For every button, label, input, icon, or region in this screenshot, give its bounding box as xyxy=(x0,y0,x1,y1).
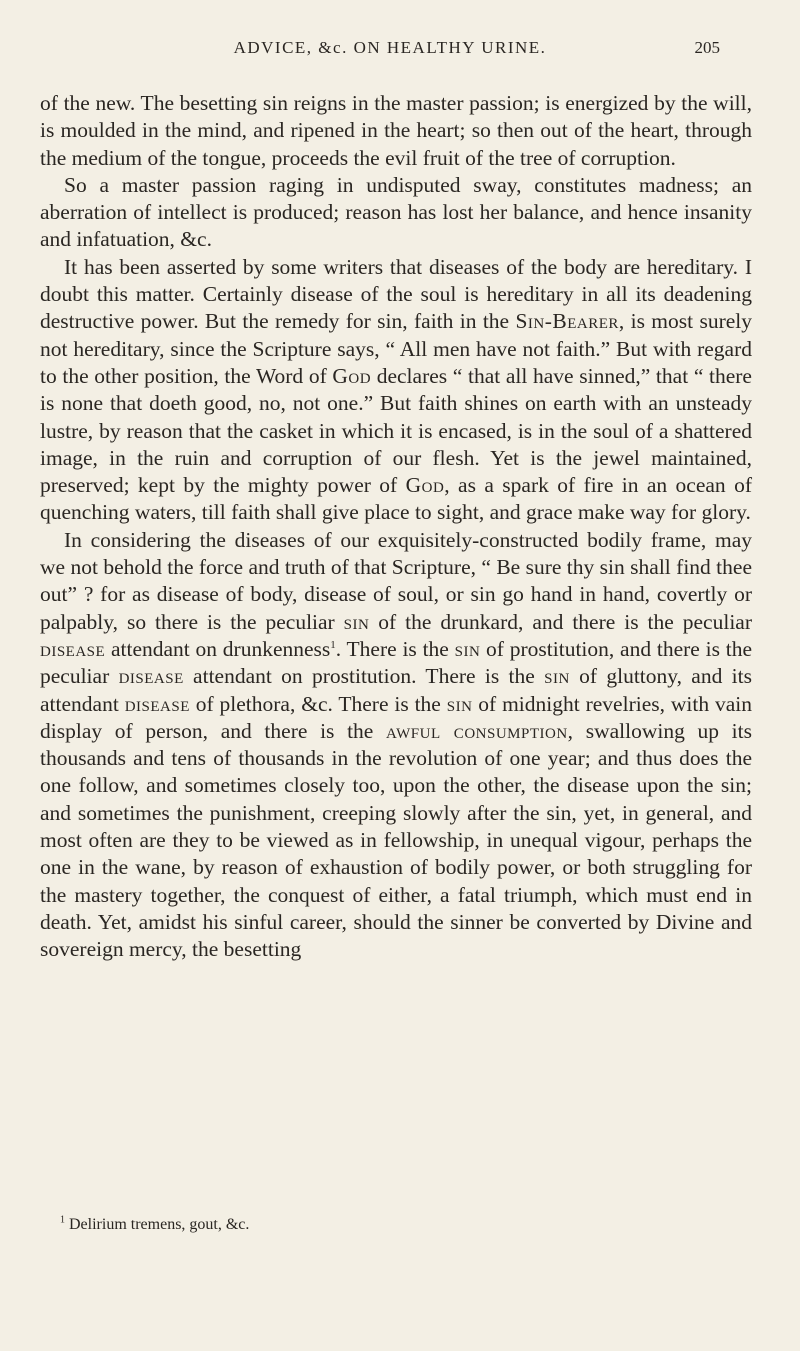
text-run: of the drunkard, and there is the peculiar xyxy=(369,609,753,634)
small-caps-awful-consumption: awful consumption xyxy=(386,718,568,743)
small-caps-sin: sin xyxy=(544,664,570,689)
small-caps-sin: sin xyxy=(454,636,481,661)
small-caps-god: God xyxy=(405,473,445,498)
paragraph-3 xyxy=(40,254,752,527)
footnote-marker: 1 xyxy=(60,1214,65,1226)
text-run: In considering the diseases of our exquisitely-constructed bodily frame, may we not behold the force and truth of that Scripture, “ Be sure thy sin shall find thee out” ? for as disease of body, disease of soul, or sin go hand in hand, covertly or palpably, so there is the peculiar xyxy=(40,527,752,634)
text-run: It has been asserted by some writers that diseases of the body are hereditary. I doubt this matter. Certainly disease of the soul is hereditary in all its deadening destructive power. But the remedy for sin, faith in the xyxy=(40,254,752,334)
small-caps-sin: sin xyxy=(343,609,370,634)
text-run: of plethora, &c. There is the xyxy=(189,691,447,716)
small-caps-sin: sin xyxy=(446,691,473,716)
small-caps-god: God xyxy=(332,363,372,388)
text-run: declares “ that all have sinned,” that “ there is none that doeth good, no, not one.” But faith shines on earth with an unsteady lustre, by reason that the casket in which it is encased, is in the soul of a shattered image, in the ruin and corruption of our flesh. Yet is the jewel maintained, preserved; kept by the mighty power of xyxy=(40,363,752,498)
text-run: , as a spark of fire in an ocean of quenching waters, till faith shall give place to sight, and grace make way for glory. xyxy=(40,473,752,525)
footnote xyxy=(60,1216,720,1234)
text-run: , swallowing up its thousands and tens of thousands in the revolution of one year; and thus does the one follow, and sometimes closely too, upon the other, the disease upon the sin; and sometimes the punishment, creeping slowly after the sin, yet, in general, and most often are they to be viewed as in fellowship, in unequal vigour, perhaps the one in the wane, by reason of exhaustion of bodily power, or both struggling for the mastery together, the conquest of either, a fatal triumph, which must end in death. Yet, amidst his sinful career, should the sinner be converted by Divine and sovereign mercy, the besetting xyxy=(40,718,753,962)
text-run: of prostitution, and there is the peculiar xyxy=(40,636,752,689)
page-header xyxy=(60,38,720,68)
body-text xyxy=(40,90,752,964)
footnote-text: Delirium tremens, gout, &c. xyxy=(69,1216,250,1233)
small-caps-sin-bearer: Sin-Bearer xyxy=(515,309,619,334)
text-run: , is most surely not hereditary, since the Scripture says, “ All men have not faith.” But with regard to the other position, the Word of xyxy=(40,309,753,388)
text-run: attendant on prostitution. There is the xyxy=(183,664,545,689)
running-title: ADVICE, &c. ON HEALTHY URINE. xyxy=(233,38,547,57)
small-caps-disease: disease xyxy=(40,636,106,661)
paragraph-2: So a master passion raging in undisputed sway, constitutes madness; an aberration of intellect is produced; reason has lost her balance, and hence insanity and infatuation, &c. xyxy=(40,172,752,252)
small-caps-disease: disease xyxy=(118,664,184,689)
text-run: of gluttony, and its attendant xyxy=(40,664,752,716)
text-run: of midnight revelries, with vain display of person, and there is the xyxy=(40,691,752,743)
text-run: attendant on drunkenness xyxy=(105,636,331,661)
page-number: 205 xyxy=(694,38,720,57)
footnote-reference: 1 xyxy=(330,638,336,651)
text-run: . There is the xyxy=(335,636,455,661)
paragraph-1: of the new. The besetting sin reigns in the master passion; is energized by the will, is moulded in the mind, and ripened in the heart; so then out of the heart, through the medium of the tongue, proceeds the evil fruit of the tree of corruption. xyxy=(40,91,752,170)
small-caps-disease: disease xyxy=(124,691,190,716)
paragraph-4 xyxy=(40,527,752,964)
